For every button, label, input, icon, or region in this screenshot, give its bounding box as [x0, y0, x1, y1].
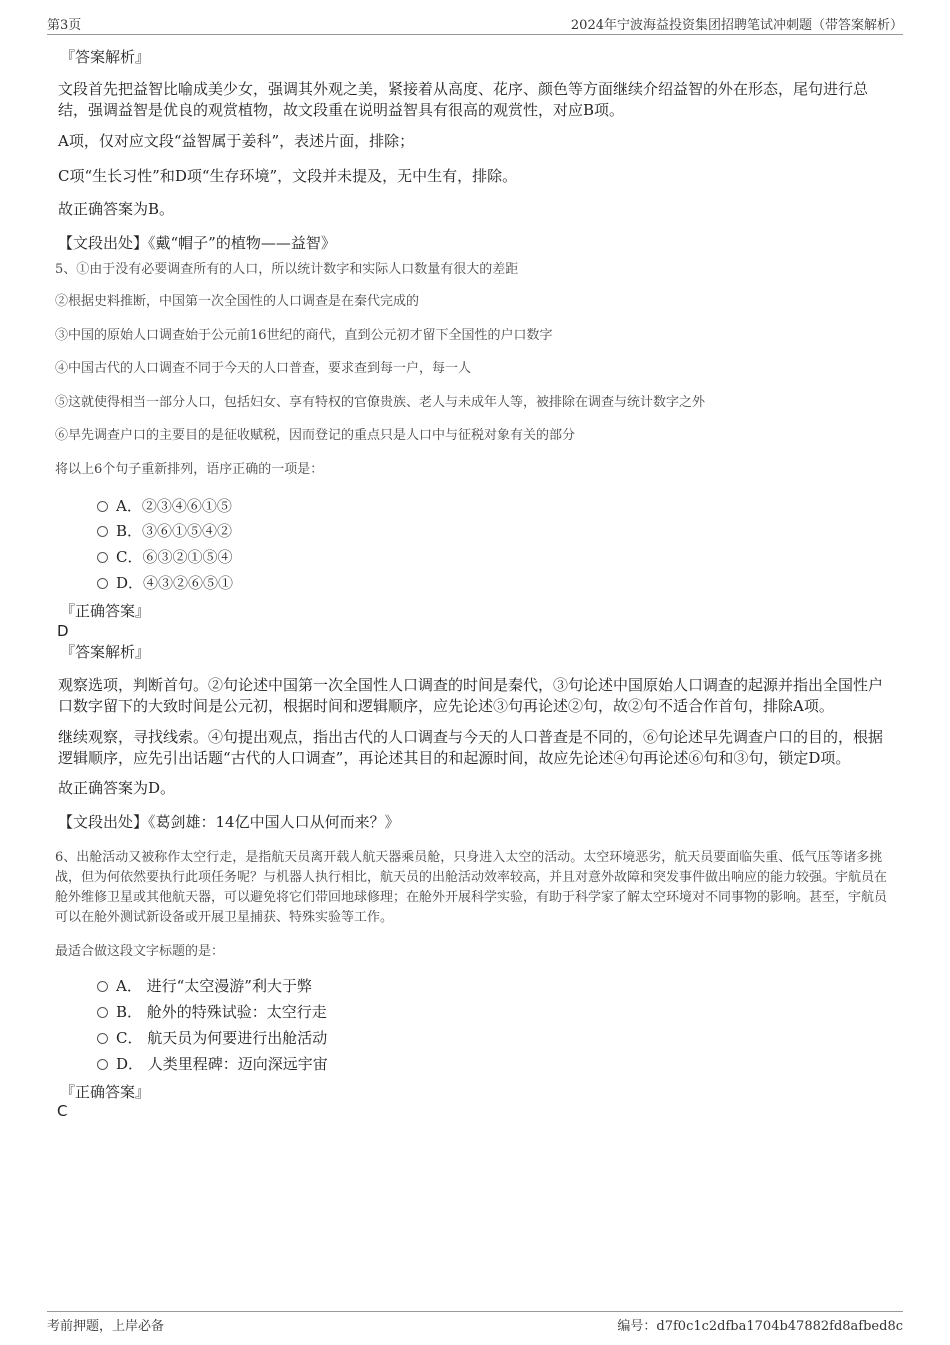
document-title: 2024年宁波海益投资集团招聘笔试冲刺题（带答案解析） [570, 18, 903, 33]
analysis-paragraph: 继续观察，寻找线索。④句提出观点，指出古代的人口调查与今天的人口普查是不同的，⑥句论述早先调查户口的目的，根据逻辑顺序，应先引出话题“古代的人口调查”，再论述其目的和起源时间，故应先论述④句再论述⑥句和③句，锁定D项。 [58, 728, 884, 767]
radio-icon[interactable] [97, 1007, 108, 1018]
question-sentence: ④中国古代的人口调查不同于今天的人口普查，要求查到每一户，每一人 [55, 361, 472, 376]
answer-label: 『正确答案』 [60, 602, 151, 620]
analysis-label: 『答案解析』 [60, 48, 151, 66]
option-c[interactable]: C． 航天员为何要进行出舱活动 [97, 1028, 327, 1049]
option-d[interactable]: D． 人类里程碑：迈向深远宇宙 [97, 1054, 328, 1075]
page-header [47, 14, 903, 35]
radio-icon[interactable] [97, 526, 108, 537]
option-c[interactable]: C．⑥③②①⑤④ [97, 547, 232, 568]
question-sentence: ③中国的原始人口调查始于公元前16世纪的商代，直到公元初才留下全国性的户口数字 [55, 328, 553, 343]
analysis-paragraph: 观察选项，判断首句。②句论述中国第一次全国性人口调查的时间是秦代，③句论述中国原始人口调查的起源并指出全国性户口数字留下的大致时间是公元初，根据时间和逻辑顺序，应先论述③句再论述②句，故②句不适合作首句，排除A项。 [58, 676, 884, 715]
analysis-label: 『答案解析』 [60, 643, 151, 661]
correct-answer: D [57, 622, 69, 640]
option-a[interactable]: A．②③④⑥①⑤ [97, 496, 232, 517]
question-stem: 6、出舱活动又被称作太空行走，是指航天员离开载人航天器乘员舱，只身进入太空的活动。太空环境恶劣，航天员要面临失重、低气压等诸多挑战，但为何依然要执行此项任务呢？与机器人执行相比，航天员的出舱活动效率较高，并且对意外故障和突发事件做出响应的能力较强。宇航员在舱外维修卫星或其他航天器，可以避免将它们带回地球修理；在舱外开展科学实验，有助于科学家了解太空环境对不同事物的影响。甚至，宇航员可以在舱外测试新设备或开展卫星捕获、特殊实验等工作。 [55, 850, 888, 925]
radio-icon[interactable] [97, 578, 108, 589]
analysis-conclusion: 故正确答案为B。 [58, 200, 175, 218]
answer-label: 『正确答案』 [60, 1083, 151, 1101]
option-d[interactable]: D．④③②⑥⑤① [97, 573, 233, 594]
correct-answer: C [57, 1102, 68, 1120]
radio-icon[interactable] [97, 501, 108, 512]
radio-icon[interactable] [97, 1059, 108, 1070]
question-sentence: 5、①由于没有必要调查所有的人口，所以统计数字和实际人口数量有很大的差距 [55, 262, 519, 277]
analysis-paragraph: 文段首先把益智比喻成美少女，强调其外观之美，紧接着从高度、花序、颜色等方面继续介绍益智的外在形态，尾句进行总结，强调益智是优良的观赏植物，故文段重在说明益智具有很高的观赏性，对应B项。 [58, 80, 869, 119]
option-b[interactable]: B． 舱外的特殊试验：太空行走 [97, 1002, 327, 1023]
radio-icon[interactable] [97, 552, 108, 563]
analysis-paragraph: A项，仅对应文段“益智属于姜科”，表述片面，排除； [58, 132, 415, 150]
footer-slogan: 考前押题，上岸必备 [47, 1319, 165, 1334]
question-sentence: ⑤这就使得相当一部分人口，包括妇女、享有特权的官僚贵族、老人与未成年人等，被排除在调查与统计数字之外 [55, 395, 706, 410]
passage-source: 【文段出处】《戴“帽子”的植物——益智》 [58, 234, 336, 252]
option-b[interactable]: B．③⑥①⑤④② [97, 521, 232, 542]
option-a[interactable]: A． 进行“太空漫游”利大于弊 [97, 976, 312, 997]
question-sentence: ②根据史料推断，中国第一次全国性的人口调查是在秦代完成的 [55, 294, 420, 309]
analysis-paragraph: C项“生长习性”和D项“生存环境”，文段并未提及，无中生有，排除。 [58, 167, 518, 185]
question-prompt: 将以上6个句子重新排列，语序正确的一项是： [55, 462, 324, 477]
page-number: 第3页 [47, 18, 82, 33]
analysis-conclusion: 故正确答案为D。 [58, 779, 176, 797]
radio-icon[interactable] [97, 1033, 108, 1044]
document-id: 编号：d7f0c1c2dfba1704b47882fd8afbed8c [617, 1319, 903, 1334]
passage-source: 【文段出处】《葛剑雄：14亿中国人口从何而来？》 [58, 813, 400, 831]
question-prompt: 最适合做这段文字标题的是： [55, 944, 225, 959]
question-sentence: ⑥早先调查户口的主要目的是征收赋税，因而登记的重点只是人口中与征税对象有关的部分 [55, 428, 576, 443]
page-footer [47, 1311, 903, 1334]
radio-icon[interactable] [97, 981, 108, 992]
